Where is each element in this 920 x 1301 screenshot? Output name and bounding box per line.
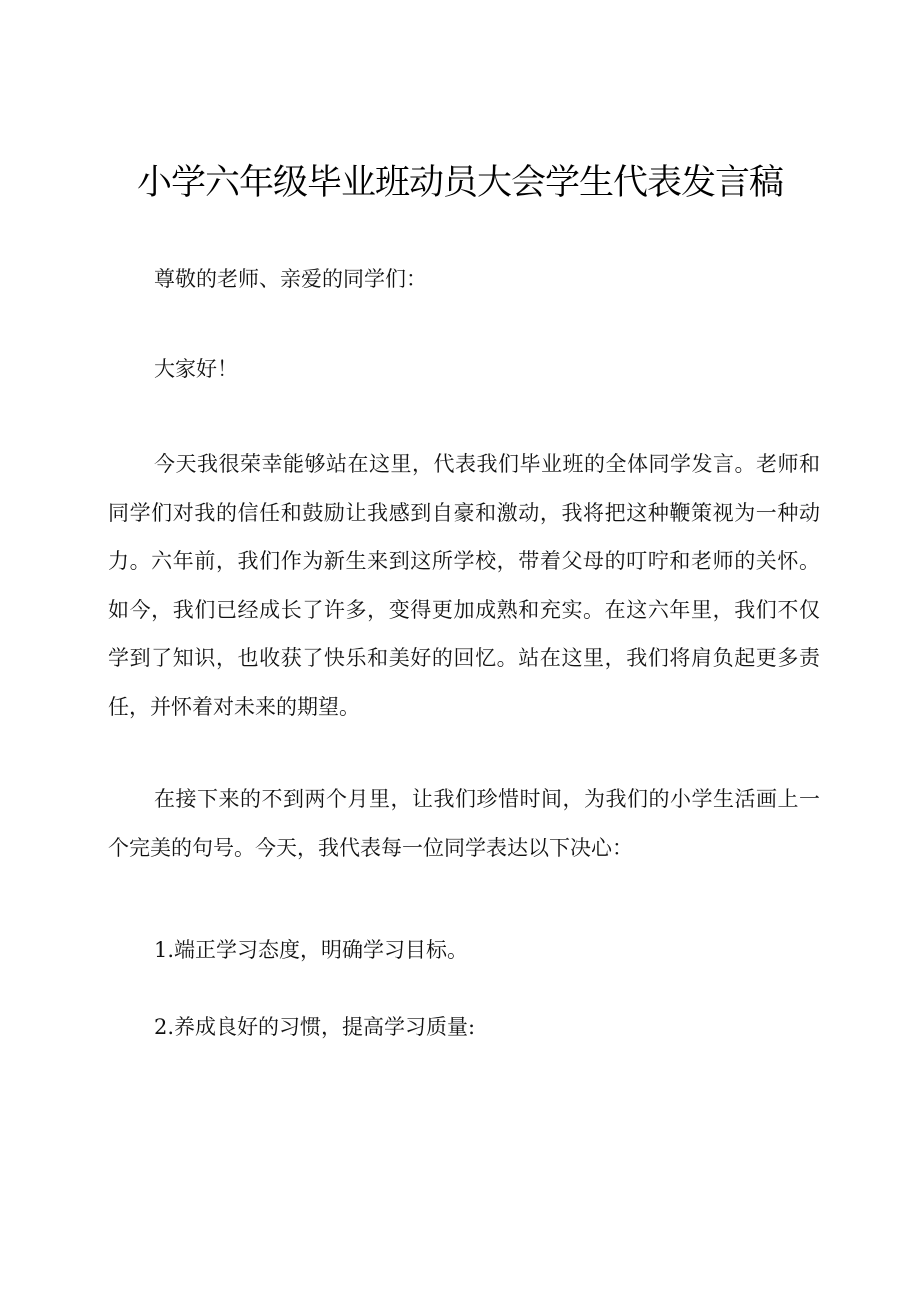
document-title: 小学六年级毕业班动员大会学生代表发言稿: [136, 163, 783, 203]
salutation: 尊敬的老师、亲爱的同学们：: [154, 267, 427, 291]
resolution-item: 2.养成良好的习惯，提高学习质量:: [154, 1015, 476, 1039]
greeting: 大家好！: [154, 357, 238, 381]
body-paragraph: 今天我很荣幸能够站在这里，代表我们毕业班的全体同学发言。老师和同学们对我的信任和鼓励让我感到自豪和激动，我将把这种鞭策视为一种动力。六年前，我们作为新生来到这所学校，带着父母的叮咛和老师的关怀。如今，我们已经成长了许多，变得更加成熟和充实。在这六年里，我们不仅学到了知识，也收获了快乐和美好的回忆。站在这里，我们将肩负起更多责任，并怀着对未来的期望。: [108, 452, 820, 719]
resolution-item: 1.端正学习态度，明确学习目标。: [154, 938, 469, 962]
body-paragraph: 在接下来的不到两个月里，让我们珍惜时间，为我们的小学生活画上一个完美的句号。今天，我代表每一位同学表达以下决心：: [108, 787, 820, 860]
